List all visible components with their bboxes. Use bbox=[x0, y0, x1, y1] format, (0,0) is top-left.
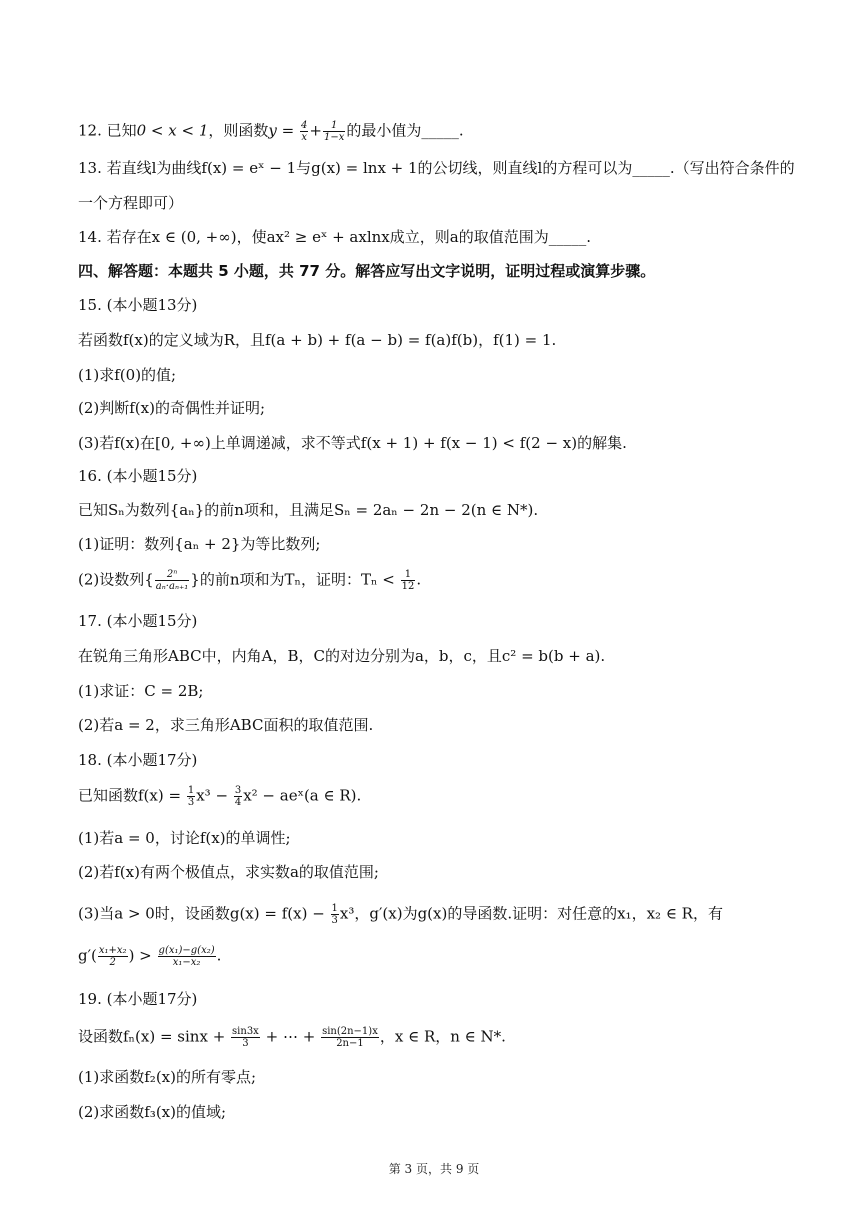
fraction: $\frac{\sin 3x}{3}$ bbox=[232, 1026, 259, 1049]
fraction: $\frac{\text{2ⁿ}}{\text{aₙ·aₙ₊₁}}$ bbox=[155, 569, 189, 592]
question-15-stem: 若函数f(x)的定义域为R，且f(a + b) + f(a − b) = f(a)f(b)，f(1) = 1. bbox=[78, 331, 557, 349]
question-18-part-1: (1)若a = 0，讨论f(x)的单调性; bbox=[78, 829, 291, 847]
question-14: 14. 若存在x ∈ (0, +∞)，使ax² ≥ eˣ + axlnx成立，则a的取值范围为_____. bbox=[78, 228, 591, 246]
question-13-line-2: 一个方程即可） bbox=[78, 194, 184, 212]
question-19-stem: 设函数fₙ(x) = sinx + $\frac{\sin 3x}{3}$ + ⋯ + $\frac{\sin(2n-1)x}{2n-1}$ ，x ∈ R，n ∈ N*. bbox=[78, 1026, 506, 1049]
question-13-line-1: 13. 若直线l为曲线f(x) = eˣ − 1与g(x) = lnx + 1的公切线，则直线l的方程可以为_____.（写出符合条件的 bbox=[78, 159, 795, 177]
fraction: $\frac{\sin(2n-1)x}{2n-1}$ bbox=[322, 1026, 378, 1049]
question-16-stem: 已知Sₙ为数列{aₙ}的前n项和，且满足Sₙ = 2aₙ − 2n − 2(n ∈ N*). bbox=[78, 501, 539, 519]
question-18-part-3-line-2: g′( $\frac{\text{x₁+x₂}}{2}$ ) > $\frac{\text{g(x₁)−g(x₂)}}{\text{x₁−x₂}}$ . bbox=[78, 945, 222, 968]
fraction: $\frac{\text{x₁+x₂}}{2}$ bbox=[98, 945, 127, 968]
question-15-part-3: (3)若f(x)在[0, +∞)上单调递减，求不等式f(x + 1) + f(x − 1) < f(2 − x)的解集. bbox=[78, 434, 627, 452]
fraction: $\frac{\text{g(x₁)−g(x₂)}}{\text{x₁−x₂}}$ bbox=[158, 945, 215, 968]
question-17-header: 17. (本小题15分) bbox=[78, 612, 198, 630]
fraction: $\frac{1}{3}$ bbox=[187, 785, 195, 808]
question-17-part-1: (1)求证：C = 2B; bbox=[78, 682, 204, 700]
question-16-part-1: (1)证明：数列{aₙ + 2}为等比数列; bbox=[78, 535, 321, 553]
fraction: $\frac{1}{12}$ bbox=[401, 569, 415, 592]
question-18-header: 18. (本小题17分) bbox=[78, 751, 198, 769]
question-19-part-2: (2)求函数f₃(x)的值域; bbox=[78, 1103, 227, 1121]
question-19-header: 19. (本小题17分) bbox=[78, 990, 198, 1008]
fraction: $\frac{1}{3}$ bbox=[331, 903, 338, 926]
question-18-stem: 已知函数f(x) = $\frac{1}{3}$ x³ − $\frac{3}{4}$ x² − aeˣ(a ∈ R). bbox=[78, 785, 362, 808]
question-15-header: 15. (本小题13分) bbox=[78, 296, 198, 314]
question-16-header: 16. (本小题15分) bbox=[78, 467, 198, 485]
question-18-part-3-line-1: (3)当a > 0时，设函数g(x) = f(x) − $\frac{1}{3}$ x³，g′(x)为g(x)的导函数.证明：对任意的x₁，x₂ ∈ R，有 bbox=[78, 903, 723, 926]
question-17-stem: 在锐角三角形ABC中，内角A，B，C的对边分别为a，b，c，且c² = b(b + a). bbox=[78, 647, 606, 665]
question-18-part-2: (2)若f(x)有两个极值点，求实数a的取值范围; bbox=[78, 863, 379, 881]
question-16-part-2: (2)设数列{ $\frac{\text{2ⁿ}}{\text{aₙ·aₙ₊₁}}$ }的前n项和为Tₙ，证明：Tₙ < $\frac{1}{12}$ . bbox=[78, 569, 422, 592]
section-heading: 四、解答题：本题共 5 小题，共 77 分。解答应写出文字说明，证明过程或演算步骤。 bbox=[78, 262, 656, 280]
fraction: $\frac{4}{x}$ bbox=[301, 120, 308, 143]
page-footer: 第 3 页，共 9 页 bbox=[388, 1162, 480, 1176]
question-15-part-2: (2)判断f(x)的奇偶性并证明; bbox=[78, 399, 266, 417]
fraction: $\frac{1}{1-x}$ bbox=[323, 120, 345, 143]
question-15-part-1: (1)求f(0)的值; bbox=[78, 366, 177, 384]
question-17-part-2: (2)若a = 2，求三角形ABC面积的取值范围. bbox=[78, 716, 374, 734]
fraction: $\frac{3}{4}$ bbox=[234, 785, 242, 808]
question-12: 12. 已知0 < x < 1，则函数y = $\frac{4}{x}$ + $\frac{1}{1-x}$ 的最小值为_____. bbox=[78, 120, 464, 143]
question-19-part-1: (1)求函数f₂(x)的所有零点; bbox=[78, 1068, 257, 1086]
